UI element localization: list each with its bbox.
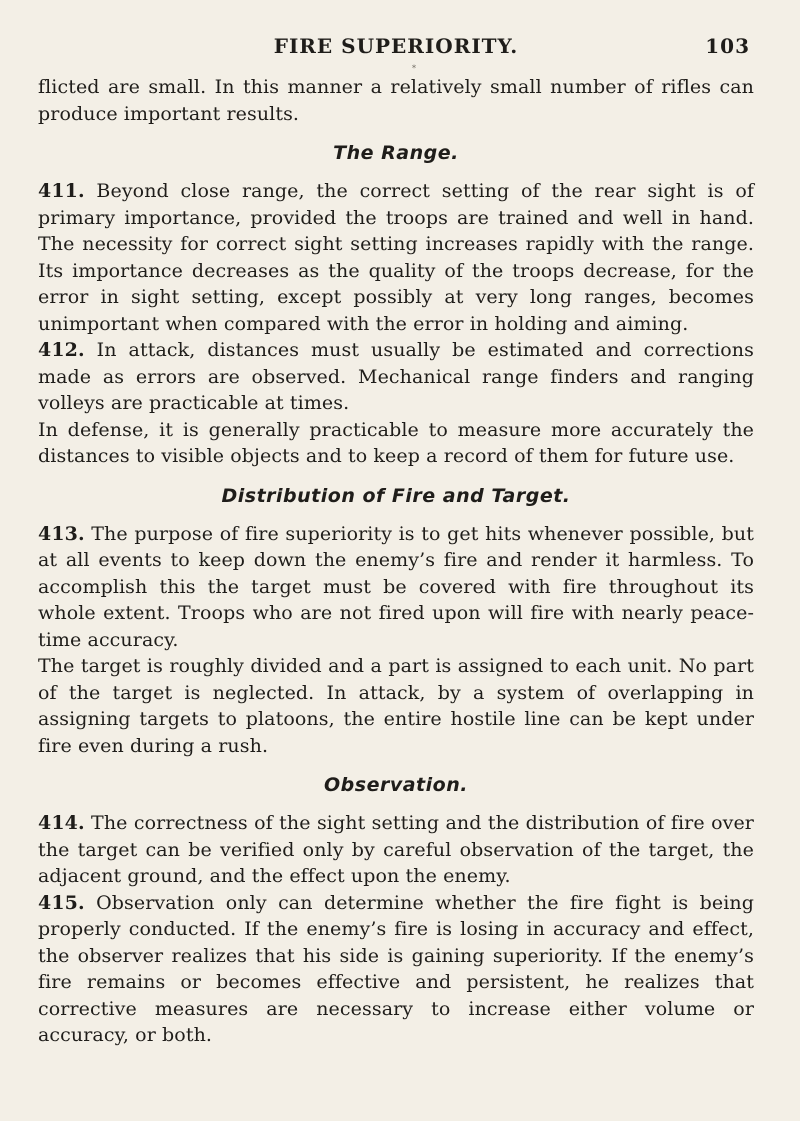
paragraph-number: 412. xyxy=(38,339,85,361)
paragraph-text: Beyond close range, the correct setting of the rear sight is of primary importance, provided the troops are trained and well in hand. The necessity for correct sight setting increases rapidly with the range. Its importance decreases as the quality of the troops decrease, for the error in sight setting, except possibly at very long ranges, becomes unimportant when compared with the error in holding and aiming. xyxy=(38,180,754,335)
paragraph-413-continued: The target is roughly divided and a part is assigned to each unit. No part of the target is neglected. In attack, by a system of overlapping in assigning targets to platoons, the entire hostile line can be kept under fire even during a rush. xyxy=(38,655,754,757)
paragraph-number: 414. xyxy=(38,812,85,834)
running-title: FIRE SUPERIORITY. xyxy=(273,34,519,58)
paragraph-text: The purpose of fire superiority is to get hits whenever possible, but at all events to keep down the enemy’s fire and render it harmless. To accomplish this the target must be covered with fire throughout its whole extent. Troops who are not fired upon will fire with nearly peace-time accuracy. xyxy=(38,522,754,651)
section-heading-range: The Range. xyxy=(333,142,459,164)
page-number: 103 xyxy=(705,34,750,58)
intro-paragraph: flicted are small. In this manner a relatively small number of rifles can produce important results. xyxy=(38,76,754,125)
paragraph-number: 413. xyxy=(38,522,85,545)
paragraph-text: The correctness of the sight setting and the distribution of fire over the target can be verified only by careful observation of the target, the adjacent ground, and the effect upon the enemy. xyxy=(38,812,754,887)
section-heading-distribution: Distribution of Fire and Target. xyxy=(221,484,571,507)
body-text xyxy=(38,74,754,1049)
printer-mark: * xyxy=(412,64,416,73)
section-heading-observation: Observation. xyxy=(324,774,468,796)
paragraph-text: Observation only can determine whether the fire fight is being properly conducted. If the enemy’s fire is losing in accuracy and effect, the observer realizes that his side is gaining superiority. If the enemy’s fire remains or becomes effective and persistent, he realizes that corrective measures are necessary to increase either volume or accuracy, or both. xyxy=(38,891,754,1046)
running-head xyxy=(38,34,754,64)
paragraph-413 xyxy=(38,521,754,654)
paragraph-415 xyxy=(38,890,754,1049)
paragraph-412-continued: In defense, it is generally practicable to measure more accurately the distances to visible objects and to keep a record of them for future use. xyxy=(38,418,754,467)
paragraph-414 xyxy=(38,810,754,890)
paragraph-412 xyxy=(38,337,754,417)
paragraph-number: 415. xyxy=(38,891,85,914)
paragraph-number: 411. xyxy=(38,180,85,202)
paragraph-text: In attack, distances must usually be estimated and corrections made as errors are observed. Mechanical range finders and ranging volleys are practicable at times. xyxy=(38,339,754,414)
paragraph-411 xyxy=(38,178,754,337)
